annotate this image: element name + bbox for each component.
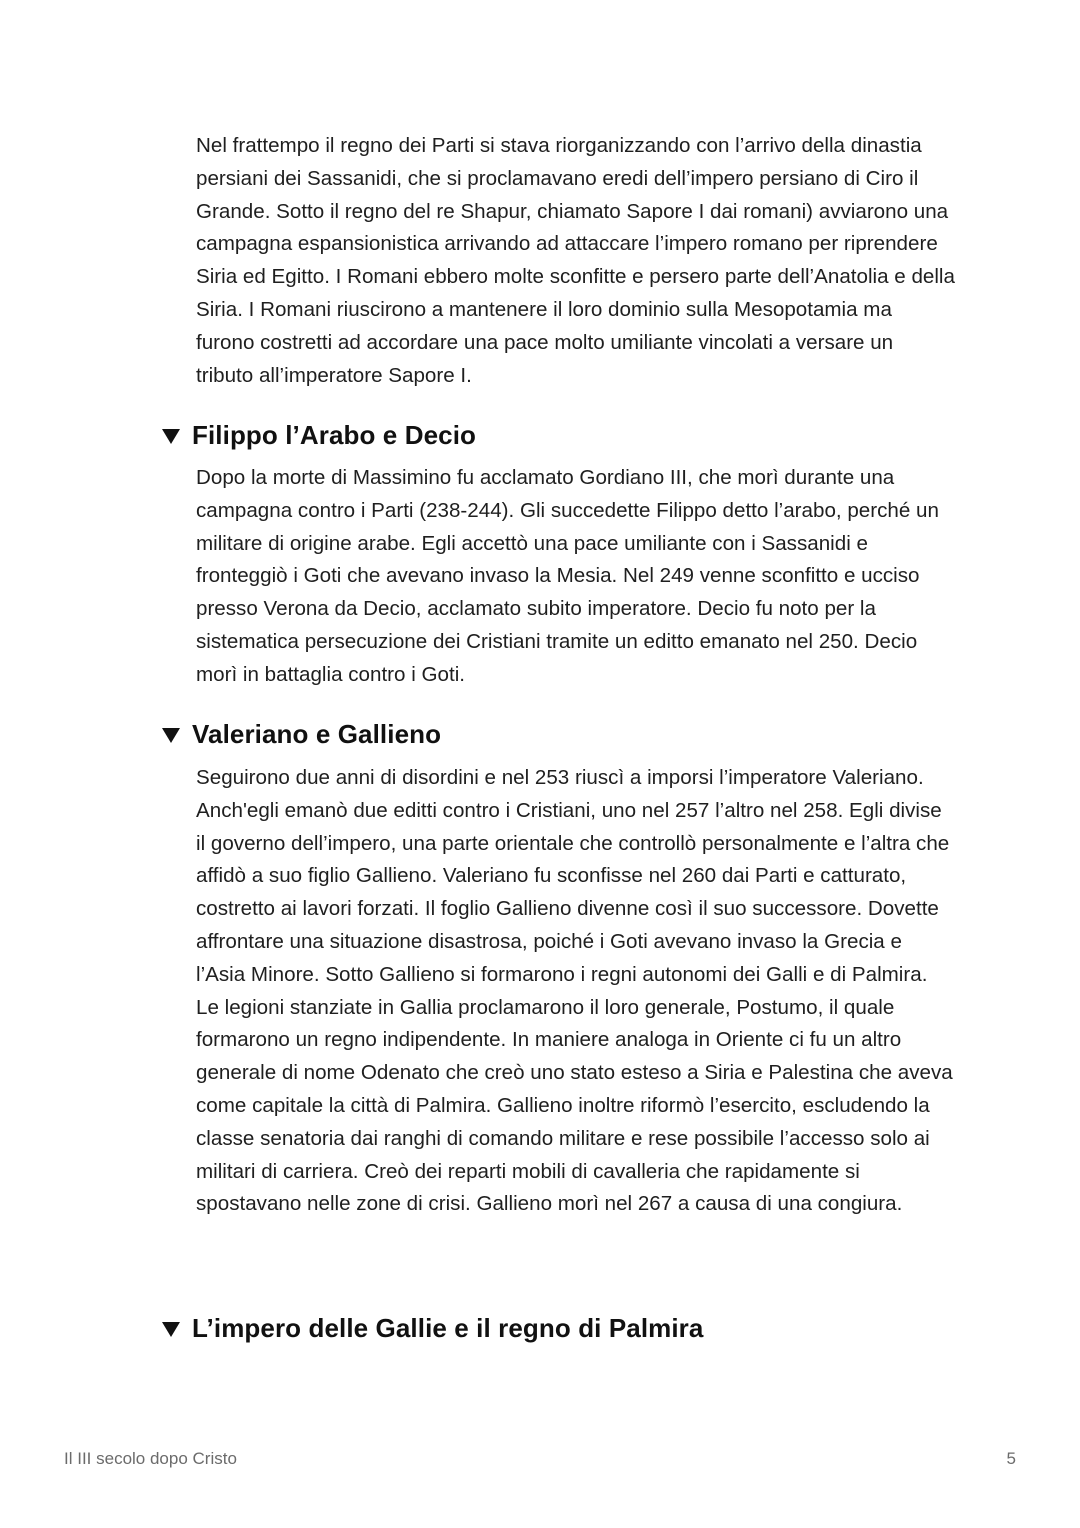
toggle-heading-gallie-palmira[interactable]: [162, 1313, 703, 1344]
footer-page-number: 5: [1006, 1449, 1016, 1468]
toggle-heading-filippo-decio[interactable]: [162, 420, 476, 451]
toggle-triangle-icon[interactable]: [162, 429, 180, 444]
intro-paragraph: Nel frattempo il regno dei Parti si stava riorganizzando con l’arrivo della dinastia persiani dei Sassanidi, che si proclamavano eredi dell’impero persiano di Ciro il Grande. Sotto il regno del re Shapur, chiamato Sapore I dai romani) avviarono una campagna espansionistica arrivando ad attaccare l’impero romano per riprendere Siria ed Egitto. I Romani ebbero molte sconfitte e persero parte dell’Anatolia e della Siria. I Romani riuscirono a mantenere il loro dominio sulla Mesopotamia ma furono costretti ad accordare una pace molto umiliante vincolati a versare un tributo all’imperatore Sapore I.: [196, 134, 955, 387]
toggle-triangle-icon[interactable]: [162, 728, 180, 743]
toggle-triangle-icon[interactable]: [162, 1322, 180, 1337]
section-heading: Valeriano e Gallieno: [192, 719, 442, 749]
section-heading: Filippo l’Arabo e Decio: [192, 420, 476, 450]
section-paragraph: Seguirono due anni di disordini e nel 253 riuscì a imporsi l’imperatore Valeriano. Anch'egli emanò due editti contro i Cristiani, uno nel 257 l’altro nel 258. Egli divise il governo dell’impero, una parte orientale che controllò personalmente e l’altra che affidò a suo figlio Gallieno. Valeriano fu sconfisse nel 260 dai Parti e catturato, costretto ai lavori forzati. Il foglio Gallieno divenne così il suo successore. Dovette affrontare una situazione disastrosa, poiché i Goti avevano invaso la Grecia e l’Asia Minore. Sotto Gallieno si formarono i regni autonomi dei Galli e di Palmira. Le legioni stanziate in Gallia proclamarono il loro generale, Postumo, il quale formarono un regno indipendente. In maniere analoga in Oriente ci fu un altro generale di nome Odenato che creò uno stato esteso a Siria e Palestina che aveva come capitale la città di Palmira. Gallieno inoltre riformò l’esercito, escludendo la classe senatoria dai ranghi di comando militare e rese possibile l’accesso solo ai militari di carriera. Creò dei reparti mobili di cavalleria che rapidamente si spostavano nelle zone di crisi. Gallieno morì nel 267 a causa di una congiura.: [196, 766, 953, 1216]
section-heading: L’impero delle Gallie e il regno di Palmira: [192, 1313, 704, 1343]
footer-document-title: Il III secolo dopo Cristo: [64, 1449, 237, 1468]
toggle-heading-valeriano-gallieno[interactable]: [162, 719, 441, 750]
section-paragraph: Dopo la morte di Massimino fu acclamato Gordiano III, che morì durante una campagna contro i Parti (238-244). Gli succedette Filippo detto l’arabo, perché un militare di origine arabe. Egli accettò una pace umiliante con i Sassanidi e fronteggiò i Goti che avevano invaso la Mesia. Nel 249 venne sconfitto e ucciso presso Verona da Decio, acclamato subito imperatore. Decio fu noto per la sistematica persecuzione dei Cristiani tramite un editto emanato nel 250. Decio morì in battaglia contro i Goti.: [196, 466, 939, 686]
